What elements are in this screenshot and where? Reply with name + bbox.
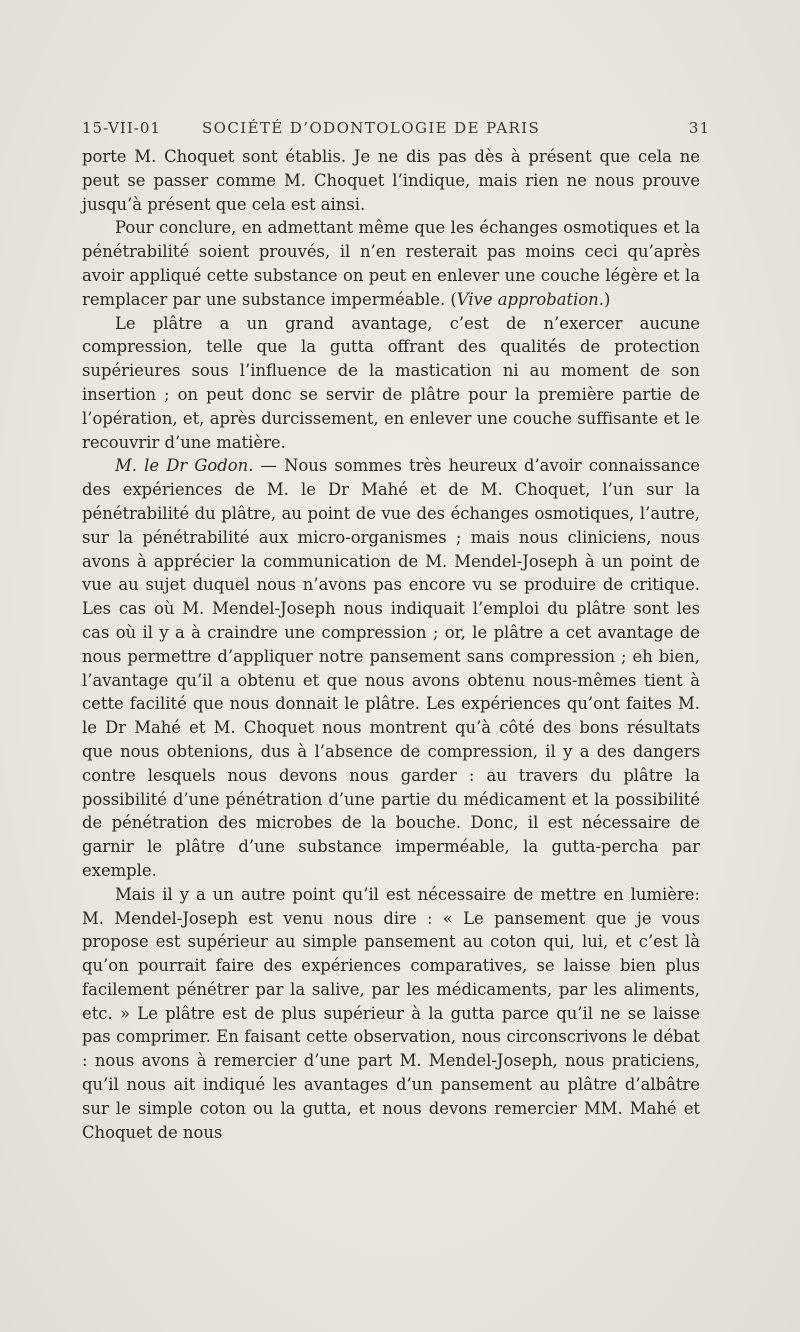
paragraph-1: porte M. Choquet sont établis. Je ne dis pas dès à présent que cela ne peut se passer comme M. Choquet l’indique, mais rien ne nous prouve jusqu’à présent que cela est ainsi.	[82, 147, 700, 214]
header-title: SOCIÉTÉ D’ODONTOLOGIE DE PARIS	[202, 119, 541, 137]
applause-note: Vive approbation.	[456, 289, 604, 309]
paragraph-5: Mais il y a un autre point qu’il est nécessaire de mettre en lumière: M. Mendel-Joseph est venu nous dire : « Le pansement que je vous propose est supérieur au simple pansement au coton qui, lui, et c’est là qu’on pourrait faire des expériences comparatives, se laisse bien plus facilement pénétrer par la salive, par les médicaments, par les aliments, etc. » Le plâtre est de plus supérieur à la gutta parce qu’il ne se laisse pas comprimer. En faisant cette observation, nous circonscrivons le débat : nous avons à remercier d’une part M. Mendel-Joseph, nous praticiens, qu’il nous ait indiqué les avantages d’un pansement au plâtre d’albâtre sur le simple coton ou la gutta, et nous devons remercier MM. Mahé et Choquet de nous	[82, 884, 700, 1142]
paragraph-2: Pour conclure, en admettant même que les échanges osmotiques et la pénétrabilité soient prouvés, il n’en resterait pas moins ceci qu’après avoir appliqué cette substance on peut en enlever une couche légère et la remplacer par une substance imperméable. (Vive approbation.)	[82, 218, 700, 309]
paragraph-3: Le plâtre a un grand avantage, c’est de n’exercer aucune compression, telle que la gutta offrant des qualités de protection supérieures sous l’influence de la mastication ni au moment de son insertion ; on peut donc se servir de plâtre pour la première partie de l’opération, et, après durcissement, en enlever une couche suffisante et le recouvrir d’une matière.	[82, 313, 700, 452]
paragraph-4: M. le Dr Godon. — Nous sommes très heureux d’avoir connaissance des expériences de M. le Dr Mahé et de M. Choquet, l’un sur la pénétrabilité du plâtre, au point de vue des échanges osmotiques, l’autre, sur la pénétrabilité aux micro-organismes ; mais nous cliniciens, nous avons à apprécier la communication de M. Mendel-Joseph à un point de vue au sujet duquel nous n’avons pas encore vu se produire de critique. Les cas où M. Mendel-Joseph nous indiquait l’emploi du plâtre sont les cas où il y a à craindre une compression ; or, le plâtre a cet avantage de nous permettre d’appliquer notre pansement sans compression ; eh bien, l’avantage qu’il a obtenu et que nous avons obtenu nous-mêmes tient à cette facilité que nous donnait le plâtre. Les expériences qu’ont faites M. le Dr Mahé et M. Choquet nous montrent qu’à côté des bons résultats que nous obtenions, dus à l’absence de compression, il y a des dangers contre lesquels nous devons nous garder : au travers du plâtre la possibilité d’une pénétration d’une partie du médicament et la possibilité de pénétration des microbes de la bouche. Donc, il est nécessaire de garnir le plâtre d’une substance imperméable, la gutta-percha par exemple.	[82, 456, 700, 880]
body-text	[82, 145, 700, 1144]
speaker-name: M. le Dr Godon.	[115, 456, 254, 476]
header-date: 15-VII-01	[82, 119, 161, 137]
running-header	[82, 119, 710, 143]
page-number: 31	[688, 119, 710, 137]
